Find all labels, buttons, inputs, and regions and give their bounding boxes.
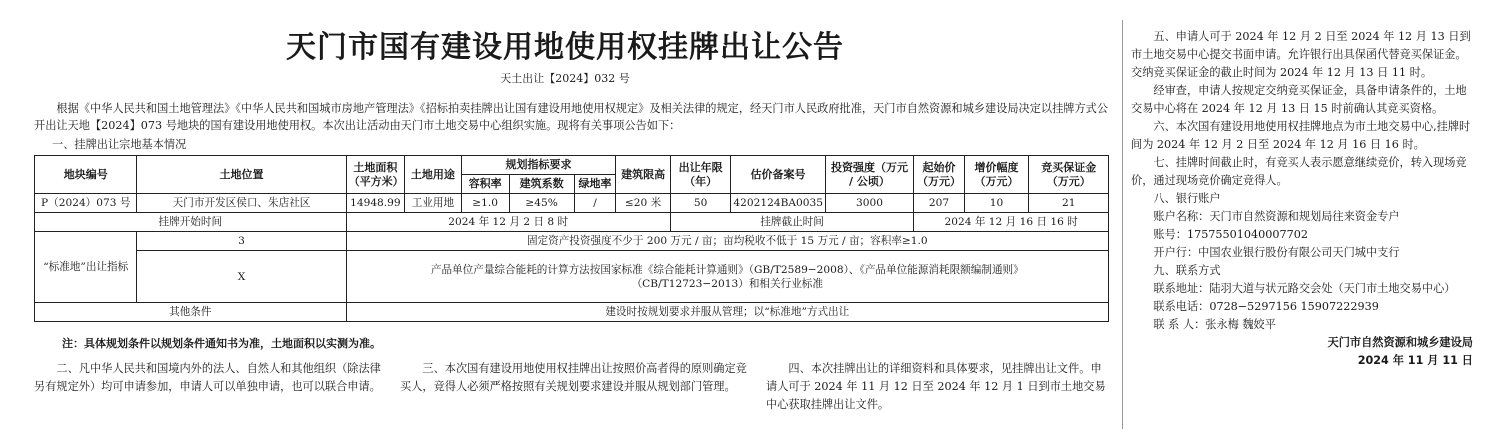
issuer: 天门市自然资源和城乡建设局: [1327, 336, 1473, 349]
table-row: [35, 194, 1109, 213]
item-4: 四、本次挂牌出让的详细资料和具体要求，见挂牌出让文件。申请人可于 2024 年 11 月 12 日至 2024 年 12 月 1 日到市土地交易中心获取挂牌出让文件。: [766, 362, 1106, 411]
cell-location: 天门市开发区侯口、朱店社区: [137, 194, 346, 213]
value-other: 建设时按规划要求并服从管理；以“标准地”方式出让: [346, 303, 1108, 322]
item-7: 七、挂牌时间截止时，有竞买人表示愿意继续竞价，转入现场竞价，通过现场竞价确定竞得人。: [1131, 156, 1467, 187]
std-row2-value: 产品单位产量综合能耗的计算方法按国家标准《综合能耗计算通则》（GB/T2589−2008）、《产品单位能源消耗限额编制通则》（CB/T12723−2013）和相关行业标准: [346, 251, 1108, 303]
account-name: 账户名称：天门市自然资源和规划局往来资金专户: [1153, 210, 1400, 223]
header-green: 绿地率: [574, 175, 616, 194]
contact-persons: 联 系 人：张永梅 魏姣平: [1153, 318, 1276, 331]
item-8: 八、银行账户: [1153, 192, 1221, 205]
right-column: [1131, 28, 1473, 370]
header-record: 估价备案号: [731, 156, 825, 194]
bank-name: 开户行：中国农业银行股份有限公司天门城中支行: [1153, 246, 1400, 259]
cell-code: P（2024）073 号: [35, 194, 137, 213]
value-end-time: 2024 年 12 月 16 日 16 时: [914, 213, 1109, 232]
item-3: 三、本次国有建设用地使用权挂牌出让按照价高者得的原则确定竞买人，竞得人必须严格按照有关规划要求建设并服从规划部门管理。: [400, 362, 747, 393]
cell-years: 50: [670, 194, 731, 213]
header-plan: 规划指标要求: [461, 156, 616, 175]
header-height: 建筑限高: [616, 156, 670, 194]
header-use: 土地用途: [405, 156, 461, 194]
contact-address: 联系地址：陆羽大道与状元路交会处（天门市土地交易中心）: [1153, 282, 1456, 295]
cell-green: /: [574, 194, 616, 213]
section-1-heading: 一、挂牌出让宗地基本情况: [52, 138, 187, 151]
issue-date: 2024 年 11 月 11 日: [1357, 354, 1473, 367]
cell-use: 工业用地: [405, 194, 461, 213]
header-far: 容积率: [461, 175, 509, 194]
label-standard-land: “标准地”出让指标: [35, 232, 137, 303]
item-5-review: 经审查，申请人按规定交纳竞买保证金，具备申请条件的，土地交易中心将在 2024 年 12 月 13 日 15 时前确认其竞买资格。: [1131, 84, 1467, 115]
cell-record: 4202124BA0035: [731, 194, 825, 213]
header-years: 出让年限（年）: [670, 156, 731, 194]
label-end-time: 挂牌截止时间: [670, 213, 914, 232]
header-increment: 增价幅度（万元）: [964, 156, 1029, 194]
cell-area: 14948.99: [346, 194, 405, 213]
item-4-block: [766, 360, 1112, 414]
parcel-table: [34, 155, 1109, 322]
item-9: 九、联系方式: [1153, 264, 1221, 277]
intro-paragraph: 根据《中华人民共和国土地管理法》《中华人民共和国城市房地产管理法》《招标拍卖挂牌出让国有建设用地使用权规定》及相关法律的规定，经天门市人民政府批准，天门市自然资源和城乡建设局决定以挂牌方式公开出让天地【2024】073 号地块的国有建设用地使用权。本次出让活动由天门市土地交易中心组织实施。现将有关事项公告如下：: [34, 102, 1109, 132]
contact-phone: 联系电话：0728−5297156 15907222939: [1153, 300, 1379, 313]
header-density: 建筑系数: [509, 175, 574, 194]
std-row1-value: 固定资产投资强度不少于 200 万元 / 亩；亩均税收不低于 15 万元 / 亩；容积率≥1.0: [346, 232, 1108, 251]
cell-density: ≥45%: [509, 194, 574, 213]
column-divider: [1122, 20, 1123, 429]
std-row2-key: X: [137, 251, 346, 303]
document-number: 天土出让【2024】032 号: [500, 72, 630, 85]
cell-increment: 10: [964, 194, 1029, 213]
item-5: 五、申请人可于 2024 年 12 月 2 日至 2024 年 12 月 13 日到市土地交易中心提交书面申请。允许银行出具保函代替竞买保证金。交纳竞买保证金的截止时间为 2024 年 12 月 13 日 11 时。: [1131, 30, 1471, 79]
label-other: 其他条件: [35, 303, 347, 322]
header-deposit: 竞买保证金（万元）: [1029, 156, 1109, 194]
value-start-time: 2024 年 12 月 2 日 8 时: [346, 213, 670, 232]
item-2: 二、凡中华人民共和国境内外的法人、自然人和其他组织（除法律另有规定外）均可申请参加，申请人可以单独申请，也可以联合申请。: [34, 362, 381, 393]
table-note: 注：具体规划条件以规划条件通知书为准，土地面积以实测为准。: [62, 337, 381, 350]
cell-deposit: 21: [1029, 194, 1109, 213]
header-start-price: 起始价（万元）: [914, 156, 964, 194]
item-3-block: [400, 360, 752, 396]
cell-height: ≤20 米: [616, 194, 670, 213]
header-code: 地块编号: [35, 156, 137, 194]
account-number: 账号：17575501040007702: [1153, 228, 1308, 241]
cell-far: ≥1.0: [461, 194, 509, 213]
header-area: 土地面积（平方米）: [346, 156, 405, 194]
header-location: 土地位置: [137, 156, 346, 194]
std-row1-key: 3: [137, 232, 346, 251]
cell-invest: 3000: [825, 194, 914, 213]
item-6: 六、本次国有建设用地使用权挂牌地点为市土地交易中心,挂牌时间为 2024 年 12 月 2 日至 2024 年 12 月 16 日 16 时。: [1131, 120, 1471, 151]
page-title: 天门市国有建设用地使用权挂牌出让公告: [286, 30, 844, 65]
header-invest: 投资强度（万元 / 公顷）: [825, 156, 914, 194]
item-2-block: [34, 360, 386, 396]
label-start-time: 挂牌开始时间: [35, 213, 347, 232]
cell-start-price: 207: [914, 194, 964, 213]
